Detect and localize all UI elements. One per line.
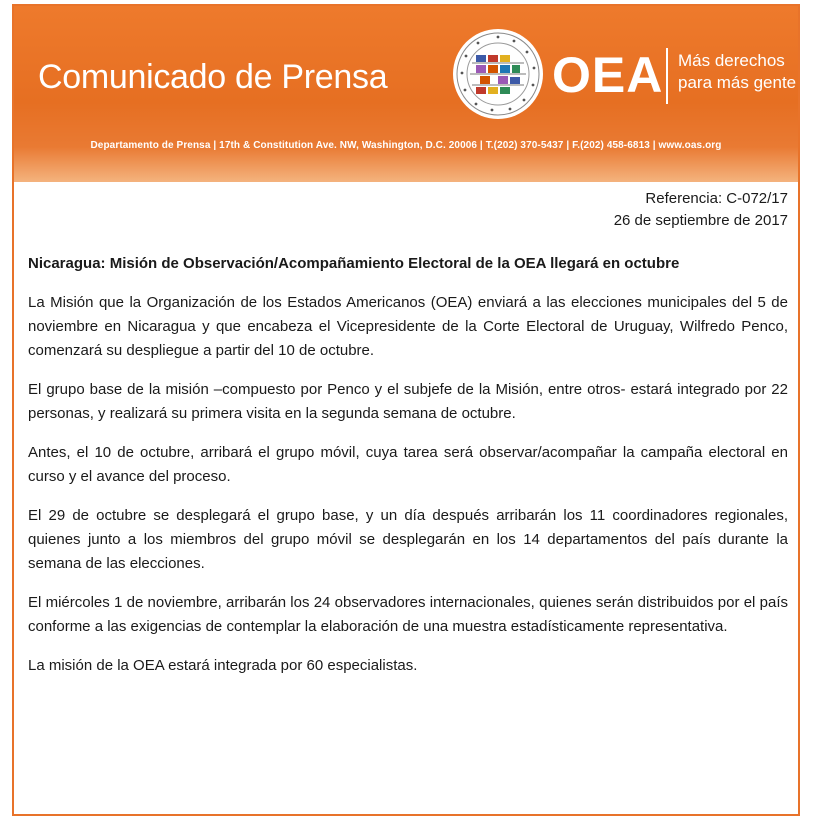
press-release-body [28, 188, 788, 678]
press-release-frame [12, 4, 800, 816]
press-release-banner [14, 6, 798, 182]
body-paragraph: El 29 de octubre se desplegará el grupo base, y un día después arribarán los 11 coordinadores regionales, quienes junto a los miembros del grupo móvil se desplegarán en los 14 departamentos del país durante la semana de las elecciones. [28, 507, 788, 572]
brand-divider [666, 48, 668, 104]
body-paragraph: El miércoles 1 de noviembre, arribarán los 24 observadores internacionales, quienes serán distribuidos por el país conforme a las exigencias de contemplar la elaboración de una muestra estadísticamente representativa. [28, 594, 788, 635]
slogan-line-1: Más derechos [678, 51, 785, 70]
body-paragraph: La misión de la OEA estará integrada por 60 especialistas. [28, 657, 418, 674]
headline: Nicaragua: Misión de Observación/Acompañamiento Electoral de la OEA llegará en octubre [28, 255, 680, 272]
oas-seal-logo [452, 28, 544, 120]
contact-info-line: Departamento de Prensa | 17th & Constitution Ave. NW, Washington, D.C. 20006 | T.(202) 370-5437 | F.(202) 458-6813 | www.oas.org [90, 140, 722, 151]
body-paragraph: La Misión que la Organización de los Estados Americanos (OEA) enviará a las elecciones municipales del 5 de noviembre en Nicaragua y que encabeza el Vicepresidente de la Corte Electoral de Uruguay, Wilfredo Penco, comenzará su despliegue a partir del 10 de octubre. [28, 294, 788, 359]
body-paragraph: El grupo base de la misión –compuesto por Penco y el subjefe de la Misión, entre otros- estará integrado por 22 personas, y realizará su primera visita en la segunda semana de octubre. [28, 381, 788, 422]
banner-title: Comunicado de Prensa [38, 58, 388, 96]
reference-number: Referencia: C-072/17 [645, 190, 788, 207]
slogan-line-2: para más gente [678, 73, 797, 92]
oea-brand-wordmark: OEA [552, 47, 664, 103]
brand-slogan [678, 50, 796, 94]
release-date: 26 de septiembre de 2017 [613, 212, 788, 229]
body-paragraph: Antes, el 10 de octubre, arribará el grupo móvil, cuya tarea será observar/acompañar la campaña electoral en curso y el avance del proceso. [28, 444, 788, 485]
